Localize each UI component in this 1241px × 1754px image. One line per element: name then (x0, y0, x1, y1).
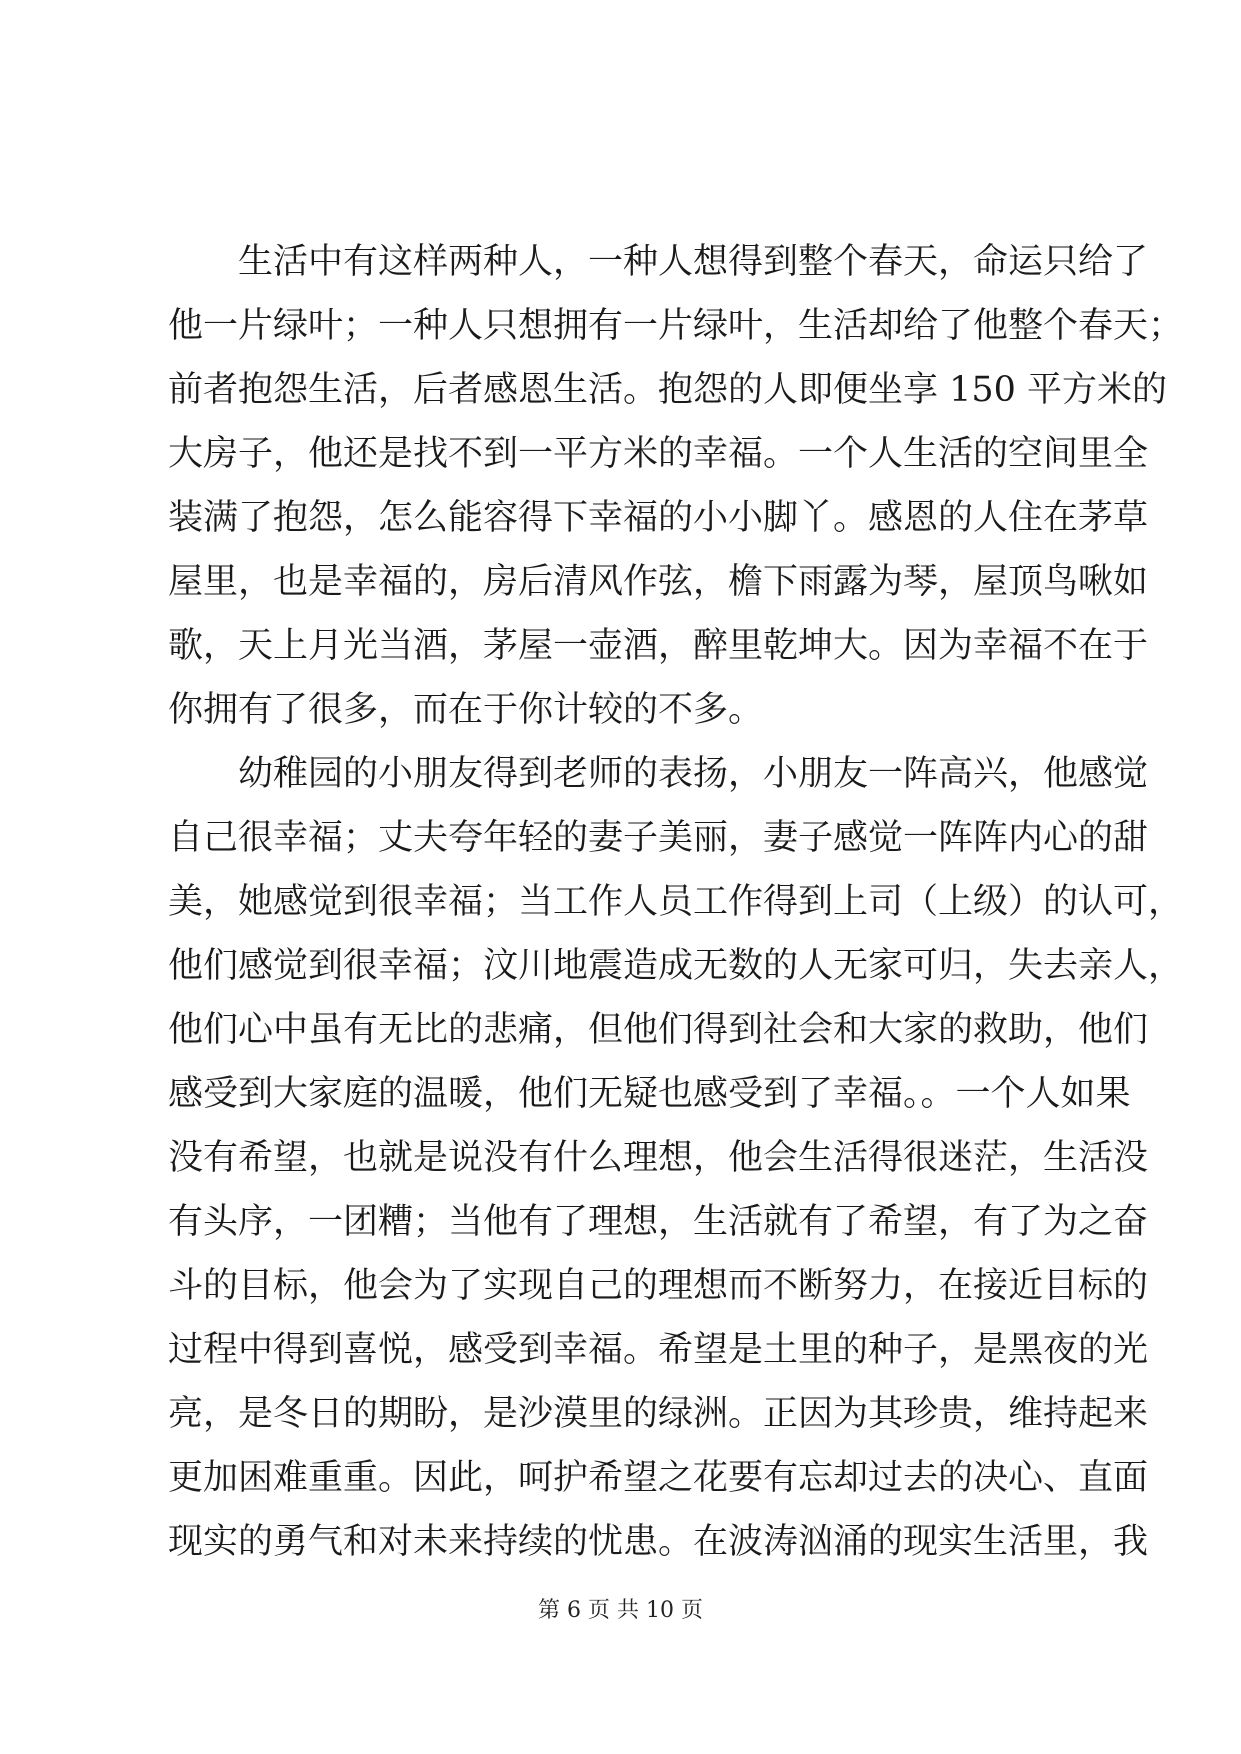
text-line: 更加困难重重。因此，呵护希望之花要有忘却过去的决心、直面 (168, 1458, 1149, 1498)
text-line: 他们感觉到很幸福；汶川地震造成无数的人无家可归，失去亲人， (168, 946, 1184, 986)
text-line: 他们心中虽有无比的悲痛，但他们得到社会和大家的救助，他们 (168, 1010, 1149, 1050)
text-line: 他一片绿叶；一种人只想拥有一片绿叶，生活却给了他整个春天； (168, 306, 1184, 346)
document-body (168, 230, 1184, 1574)
text-line: 自己很幸福；丈夫夸年轻的妻子美丽，妻子感觉一阵阵内心的甜 (168, 818, 1149, 858)
text-line: 亮，是冬日的期盼，是沙漠里的绿洲。正因为其珍贵，维持起来 (168, 1394, 1149, 1434)
text-line: 美，她感觉到很幸福；当工作人员工作得到上司（上级）的认可， (168, 882, 1184, 922)
text-line: 没有希望，也就是说没有什么理想，他会生活得很迷茫，生活没 (168, 1138, 1149, 1178)
text-line: 装满了抱怨，怎么能容得下幸福的小小脚丫。感恩的人住在茅草 (168, 498, 1149, 538)
text-line: 生活中有这样两种人，一种人想得到整个春天，命运只给了 (238, 242, 1149, 282)
text-line: 斗的目标，他会为了实现自己的理想而不断努力，在接近目标的 (168, 1266, 1149, 1306)
text-line: 前者抱怨生活，后者感恩生活。抱怨的人即便坐享 150 平方米的 (168, 370, 1168, 410)
text-line: 屋里，也是幸福的，房后清风作弦，檐下雨露为琴，屋顶鸟啾如 (168, 562, 1149, 602)
text-line: 过程中得到喜悦，感受到幸福。希望是土里的种子，是黑夜的光 (168, 1330, 1149, 1370)
text-line: 你拥有了很多，而在于你计较的不多。 (168, 690, 764, 730)
text-line: 现实的勇气和对未来持续的忧患。在波涛汹涌的现实生活里，我 (168, 1522, 1149, 1562)
text-line: 大房子，他还是找不到一平方米的幸福。一个人生活的空间里全 (168, 434, 1149, 474)
paragraph-1 (168, 230, 1184, 742)
text-line: 歌，天上月光当酒，茅屋一壶酒，醉里乾坤大。因为幸福不在于 (168, 626, 1149, 666)
page-number-footer: 第 6 页 共 10 页 (538, 1598, 703, 1623)
text-line: 感受到大家庭的温暖，他们无疑也感受到了幸福。。一个人如果 (168, 1074, 1131, 1114)
text-line: 幼稚园的小朋友得到老师的表扬，小朋友一阵高兴，他感觉 (238, 754, 1149, 794)
text-line: 有头序，一团糟；当他有了理想，生活就有了希望，有了为之奋 (168, 1202, 1149, 1242)
paragraph-2 (168, 742, 1184, 1574)
